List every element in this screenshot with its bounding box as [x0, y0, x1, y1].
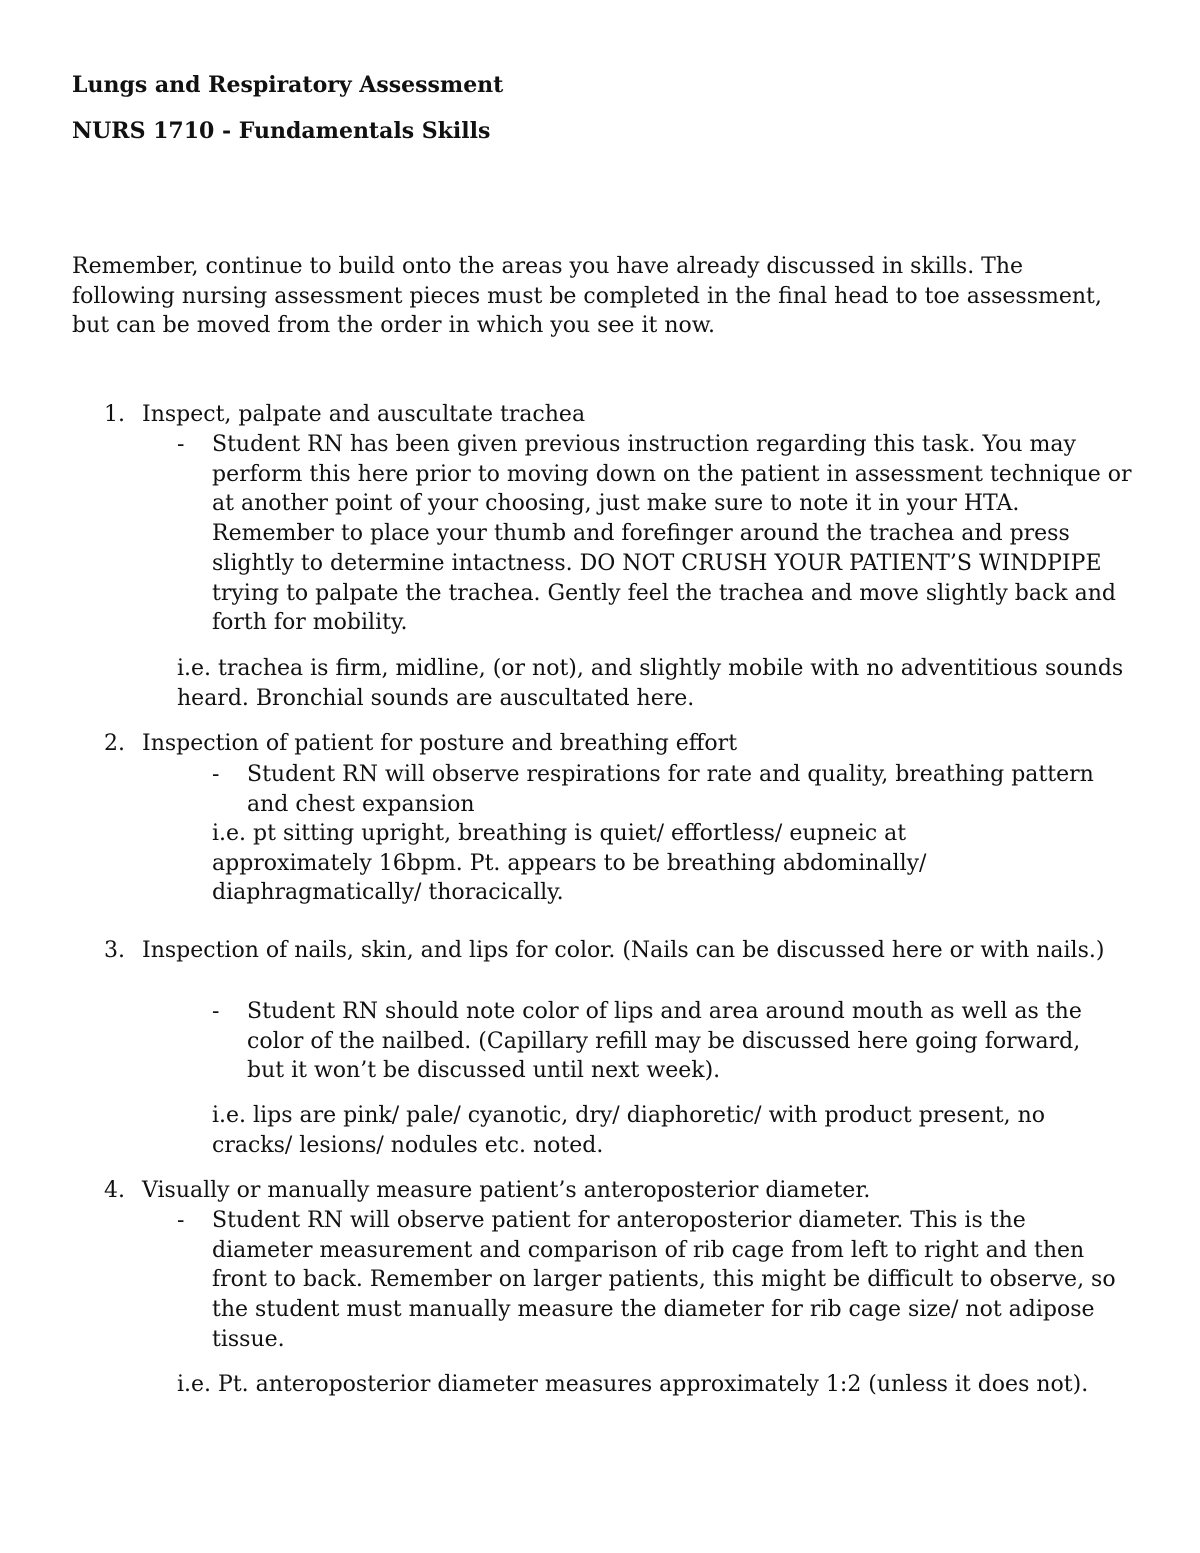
item-number: 4. [104, 1178, 125, 1203]
course-title: NURS 1710 - Fundamentals Skills [72, 118, 491, 144]
item-heading: Visually or manually measure patient’s anteroposterior diameter. [142, 1178, 871, 1203]
item-example: i.e. Pt. anteroposterior diameter measures approximately 1:2 (unless it does not). [177, 1372, 1089, 1397]
item-number: 3. [104, 938, 125, 963]
item-heading: Inspection of patient for posture and breathing effort [142, 731, 738, 756]
bullet-dash: - [177, 1208, 185, 1233]
item-detail: Student RN will observe patient for anteroposterior diameter. This is the diameter measurement and comparison of rib cage from left to right and then front to back. Remember on larger patients, this might be difficult to observe, so the student must manually measure the diameter for rib cage size/ not adipose tissue. [212, 1208, 1116, 1352]
item-detail: Student RN will observe respirations for rate and quality, breathing pattern and chest expansion [247, 762, 1094, 817]
page-title: Lungs and Respiratory Assessment [72, 72, 504, 98]
bullet-dash: - [177, 432, 185, 457]
item-example: i.e. lips are pink/ pale/ cyanotic, dry/ diaphoretic/ with product present, no cracks/ lesions/ nodules etc. noted. [212, 1103, 1046, 1158]
item-heading: Inspection of nails, skin, and lips for color. (Nails can be discussed here or with nails.) [142, 938, 1105, 963]
intro-paragraph: Remember, continue to build onto the areas you have already discussed in skills. The following nursing assessment pieces must be completed in the final head to toe assessment, but can be moved from the order in which you see it now. [72, 254, 1102, 339]
item-example: i.e. pt sitting upright, breathing is quiet/ effortless/ eupneic at approximately 16bpm. Pt. appears to be breathing abdominally/ diaphragmatically/ thoracically. [212, 821, 927, 906]
bullet-dash: - [212, 762, 220, 787]
item-detail: Student RN should note color of lips and area around mouth as well as the color of the nailbed. (Capillary refill may be discussed here going forward, but it won’t be discussed until next week). [247, 999, 1082, 1084]
item-number: 2. [104, 731, 125, 756]
item-number: 1. [104, 402, 125, 427]
bullet-dash: - [212, 999, 220, 1024]
item-example: i.e. trachea is firm, midline, (or not), and slightly mobile with no adventitious sounds heard. Bronchial sounds are auscultated here. [177, 656, 1124, 711]
item-heading: Inspect, palpate and auscultate trachea [142, 402, 586, 427]
item-detail: Student RN has been given previous instruction regarding this task. You may perform this here prior to moving down on the patient in assessment technique or at another point of your choosing, just make sure to note it in your HTA. Remember to place your thumb and forefinger around the trachea and press slightly to determine intactness. DO NOT CRUSH YOUR PATIENT’S WINDPIPE trying to palpate the trachea. Gently feel the trachea and move slightly back and forth for mobility. [212, 432, 1132, 636]
